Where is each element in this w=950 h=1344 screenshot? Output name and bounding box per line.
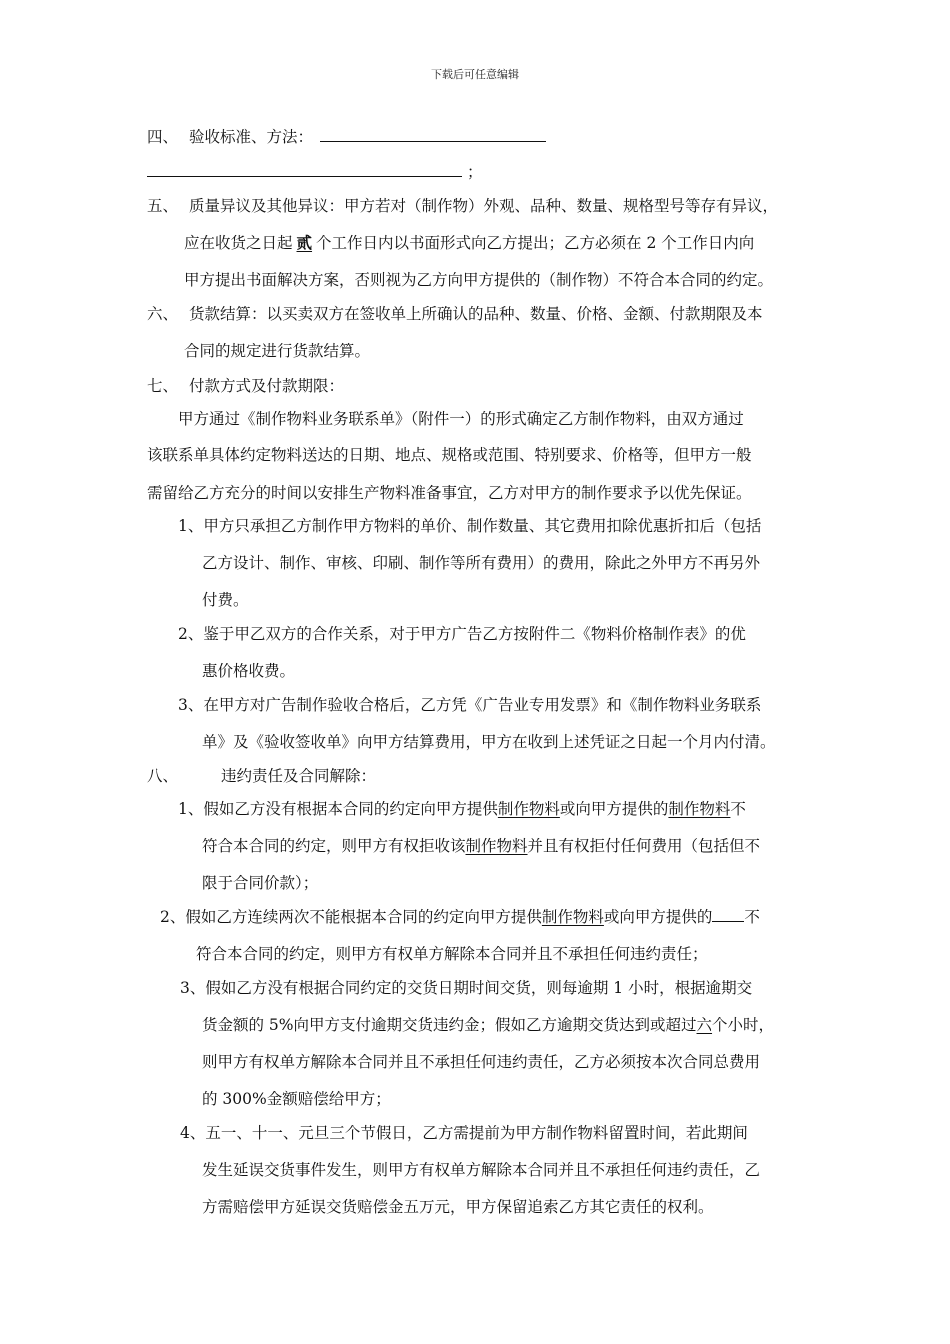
section-7-item-3-line-2: 单》及《验收签收单》向甲方结算费用，甲方在收到上述凭证之日起一个月内付清。: [202, 733, 776, 751]
section-7-item-1-line-1: 1、甲方只承担乙方制作甲方物料的单价、制作数量、其它费用扣除优惠折扣后（包括: [178, 517, 762, 535]
section-7-item-2-line-2: 惠价格收费。: [202, 662, 296, 680]
underlined-term: 制作物料: [668, 800, 731, 818]
section-8-item-2-line-2: 符合本合同的约定，则甲方有权单方解除本合同并且不承担任何违约责任；: [196, 945, 708, 963]
underlined-term: 制作物料: [497, 800, 560, 818]
section-5-line-3: 甲方提出书面解决方案，否则视为乙方向甲方提供的（制作物）不符合本合同的约定。: [184, 271, 774, 289]
section-7-heading: [147, 376, 344, 396]
section-8-number: 八、: [147, 767, 179, 785]
section-8-heading: [147, 766, 376, 786]
section-7-item-2-line-1: 2、鉴于甲乙双方的合作关系，对于甲方广告乙方按附件二《物料价格制作表》的优: [178, 625, 746, 643]
text-segment: 2、假如乙方连续两次不能根据本合同的约定向甲方提供: [160, 908, 542, 926]
section-4-end-mark: ；: [466, 163, 483, 181]
page-header: 下载后可任意编辑: [431, 68, 519, 81]
section-4-continuation: [147, 162, 482, 182]
section-7-item-1-line-2: 乙方设计、制作、审核、印刷、制作等所有费用）的费用，除此之外甲方不再另外: [202, 554, 761, 572]
section-8-item-1-line-3: 限于合同价款）；: [202, 874, 319, 892]
section-4-blank-2: [147, 162, 462, 177]
text-segment: 不: [744, 908, 760, 926]
section-8-item-1-line-2: [202, 836, 760, 856]
section-8-title: 违约责任及合同解除：: [220, 767, 376, 785]
section-7-para-2: 该联系单具体约定物料送达的日期、地点、规格或范围、特别要求、价格等，但甲方一般: [147, 446, 752, 464]
text-segment: 货金额的 5%向甲方支付逾期交货违约金；假如乙方逾期交货达到或超过: [202, 1016, 697, 1034]
section-5-line-1: [147, 196, 778, 216]
section-4-blank: [320, 127, 546, 142]
section-5-text-1: 质量异议及其他异议：甲方若对（制作物）外观、品种、数量、规格型号等存有异议，: [188, 197, 778, 215]
section-8-item-1-line-1: [178, 799, 746, 819]
section-8-item-3-line-2: [202, 1015, 774, 1035]
section-5-number: 五、: [147, 197, 179, 215]
text-segment: 符合本合同的约定，则甲方有权拒收该: [202, 837, 466, 855]
section-8-item-3-line-1: 3、假如乙方没有根据合同约定的交货日期时间交货，则每逾期 1 小时，根据逾期交: [180, 979, 753, 997]
text-segment: 个小时，: [712, 1016, 775, 1034]
section-7-item-1-line-3: 付费。: [202, 591, 249, 609]
underlined-term: 六: [696, 1016, 713, 1034]
section-8-item-4-line-3: 方需赔偿甲方延误交货赔偿金五万元，甲方保留追索乙方其它责任的权利。: [202, 1198, 714, 1216]
section-6-line-1: [147, 304, 762, 324]
section-5-text-2a: 应在收货之日起: [184, 234, 293, 252]
section-8-item-3-line-3: 则甲方有权单方解除本合同并且不承担任何违约责任，乙方必须按本次合同总费用: [202, 1053, 761, 1071]
section-5-days-filled: 贰: [296, 233, 313, 252]
text-segment: 不: [730, 800, 746, 818]
section-4-number: 四、: [147, 128, 179, 146]
section-4-heading: [147, 127, 546, 147]
section-8-item-2-line-1: [160, 907, 760, 927]
section-6-number: 六、: [147, 305, 179, 323]
section-6-text-1: 货款结算：以买卖双方在签收单上所确认的品种、数量、价格、金额、付款期限及本: [188, 305, 763, 323]
text-segment: 或向甲方提供的: [603, 908, 713, 926]
section-8-item-3-line-4: 的 300%金额赔偿给甲方；: [202, 1090, 391, 1108]
section-6-line-2: 合同的规定进行货款结算。: [184, 342, 371, 360]
section-7-item-3-line-1: 3、在甲方对广告制作验收合格后，乙方凭《广告业专用发票》和《制作物料业务联系: [178, 696, 762, 714]
text-segment: 或向甲方提供的: [559, 800, 669, 818]
text-segment: 1、假如乙方没有根据本合同的约定向甲方提供: [178, 800, 498, 818]
section-8-item-4-line-2: 发生延误交货事件发生，则甲方有权单方解除本合同并且不承担任何违约责任，乙: [202, 1161, 761, 1179]
section-7-para-1: 甲方通过《制作物料业务联系单》（附件一）的形式确定乙方制作物料，由双方通过: [178, 410, 744, 428]
underlined-term: 制作物料: [541, 908, 604, 926]
item-2-blank: [712, 907, 744, 922]
section-7-number: 七、: [147, 377, 179, 395]
underlined-term: 制作物料: [465, 837, 528, 855]
section-7-title: 付款方式及付款期限：: [188, 377, 344, 395]
section-4-title: 验收标准、方法：: [188, 128, 313, 146]
section-8-item-4-line-1: 4、五一、十一、元旦三个节假日，乙方需提前为甲方制作物料留置时间，若此期间: [180, 1124, 748, 1142]
section-5-line-2: [184, 233, 754, 253]
section-5-text-2c: 个工作日内以书面形式向乙方提出；乙方必须在 2 个工作日内向: [316, 234, 755, 252]
section-7-para-3: 需留给乙方充分的时间以安排生产物料准备事宜，乙方对甲方的制作要求予以优先保证。: [147, 484, 752, 502]
text-segment: 并且有权拒付任何费用（包括但不: [527, 837, 761, 855]
